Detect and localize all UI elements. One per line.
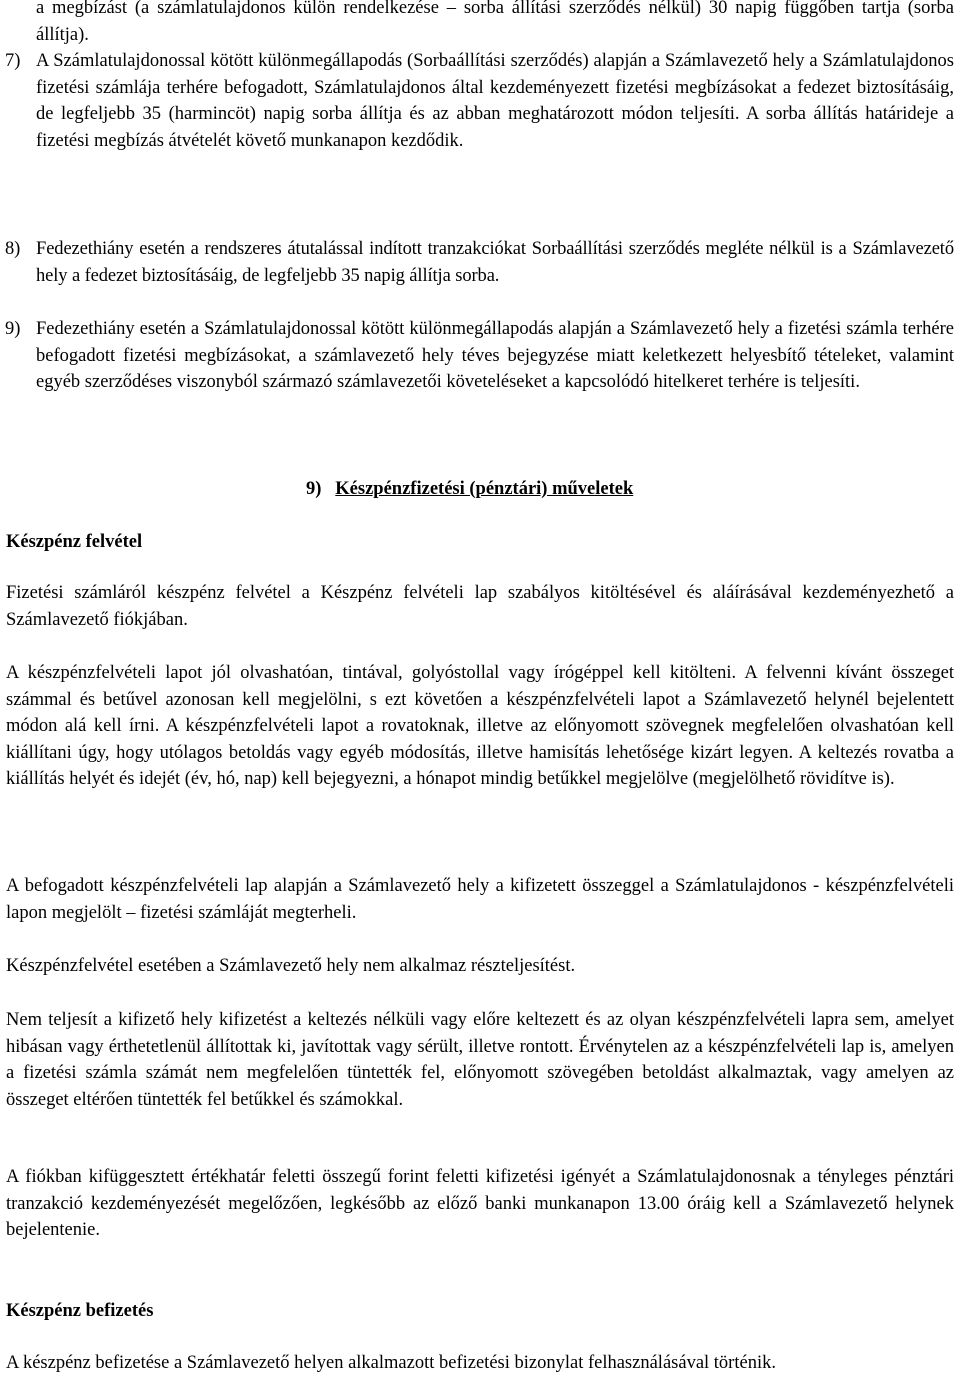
section-title [306, 476, 633, 502]
list-item-7 [5, 48, 954, 154]
list-item-9 [5, 316, 954, 396]
withdrawal-paragraph-3: A befogadott készpénzfelvételi lap alapján a Számlavezető hely a kifizetett összeggel a Számlatulajdonos - készpénzfelvételi lapon megjelölt – fizetési számláját megterheli. [6, 876, 954, 923]
withdrawal-paragraph-5: Nem teljesít a kifizető hely kifizetést a keltezés nélküli vagy előre keltezett és az olyan készpénzfelvételi lapra sem, amelyet hibásan vagy érthetetlenül állítottak ki, javítottak vagy sérült, illetve rontott. Érvénytelen az a készpénzfelvételi lap is, amelyen a fizetési számla számát nem megfelelően tüntették fel, előnyomott szövegében betoldást alkalmaztak, vagy amelyen az összeget eltérően tüntették fel betűkkel és számokkal. [6, 1010, 954, 1110]
cash-withdrawal-heading: Készpénz felvétel [6, 532, 143, 552]
section-number: 9) [306, 479, 322, 499]
list-item-text: Fedezethiány esetén a Számlatulajdonossal kötött különmegállapodás alapján a Számlavezető hely a fizetési számla terhére befogadott fizetési megbízásokat, a számlavezető hely téves bejegyzése miatt keletkezett helyesbítő tételeket, valamint egyéb szerződéses viszonyból származó számlavezetői követeléseket a kapcsolódó hitelkeret terhére is teljesíti. [36, 319, 954, 392]
list-item-text: Fedezethiány esetén a rendszeres átutalással indított tranzakciókat Sorbaállítási szerződés megléte nélkül is a Számlavezető hely a fedezet biztosításáig, de legfeljebb 35 napig állítja sorba. [36, 239, 954, 286]
list-item-number: 7) [5, 51, 21, 71]
list-item-number: 9) [5, 319, 21, 339]
withdrawal-paragraph-6: A fiókban kifüggesztett értékhatár feletti összegű forint feletti kifizetési igényét a Számlatulajdonosnak a tényleges pénztári tranzakció kezdeményezését megelőzően, legkésőbb az előző banki munkanapon 13.00 óráig kell a Számlavezető helynek bejelentenie. [6, 1167, 954, 1240]
withdrawal-paragraph-1: Fizetési számláról készpénz felvétel a Készpénz felvételi lap szabályos kitöltésével és aláírásával kezdeményezhető a Számlavezető fiókjában. [6, 583, 954, 630]
continuation-paragraph: a megbízást (a számlatulajdonos külön rendelkezése – sorba állítási szerződés nélkül) 30 napig függőben tartja (sorba állítja). [36, 0, 954, 45]
deposit-paragraph: A készpénz befizetése a Számlavezető helyen alkalmazott befizetési bizonylat felhasználásával történik. [6, 1353, 776, 1373]
cash-deposit-heading: Készpénz befizetés [6, 1301, 154, 1321]
withdrawal-paragraph-2: A készpénzfelvételi lapot jól olvashatóan, tintával, golyóstollal vagy írógéppel kell kitölteni. A felvenni kívánt összeget számmal és betűvel azonosan kell megjelölni, s ezt követően a készpénzfelvételi lapot a Számlavezető helynél bejelentett módon alá kell írni. A készpénzfelvételi lapot a rovatoknak, illetve az előnyomott szövegnek megfelelően olvashatóan kell kiállítani úgy, hogy utólagos betoldás vagy egyéb módosítás, illetve hamisítás lehetősége kizárt legyen. A keltezés rovatba a kiállítás helyét és idejét (év, hó, nap) kell bejegyezni, a hónapot mindig betűkkel megjelölve (megjelölhető rövidítve is). [6, 663, 954, 789]
section-title-text: Készpénzfizetési (pénztári) műveletek [335, 479, 634, 499]
list-item-text: A Számlatulajdonossal kötött különmegállapodás (Sorbaállítási szerződés) alapján a Számlavezető hely a Számlatulajdonos fizetési számlája terhére befogadott, Számlatulajdonos által kezdeményezett fizetési megbízásokat a fedezet biztosításáig, de legfeljebb 35 (harmincöt) napig sorba állítja és az abban meghatározott módon teljesíti. A sorba állítás határideje a fizetési megbízás átvételét követő munkanapon kezdődik. [36, 51, 954, 151]
list-item-8 [5, 236, 954, 289]
list-item-number: 8) [5, 239, 21, 259]
withdrawal-paragraph-4: Készpénzfelvétel esetében a Számlavezető hely nem alkalmaz részteljesítést. [6, 956, 576, 976]
